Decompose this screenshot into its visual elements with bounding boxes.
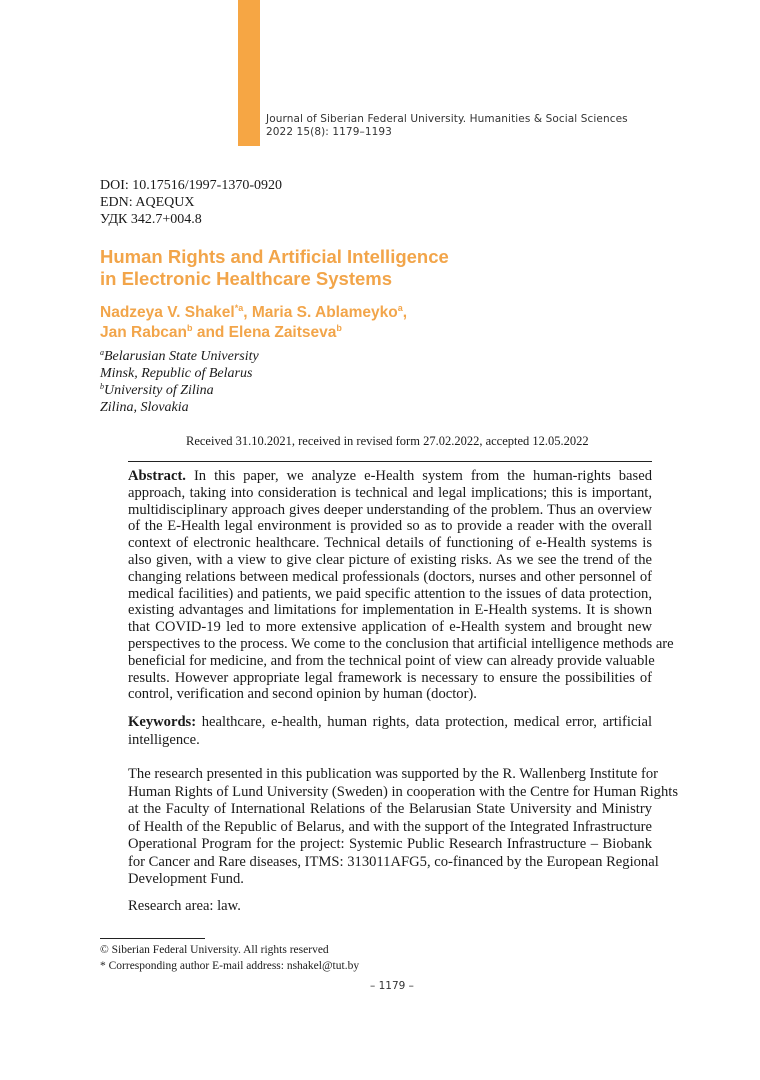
text-line xyxy=(128,485,652,502)
line-text: results. However appropriate legal framework is necessary to ensure the possibilities of xyxy=(128,669,652,686)
research-area: Research area: law. xyxy=(128,898,241,914)
line-text: medical facilities) and patients, we paid specific attention to the issues of data protection, xyxy=(128,585,652,602)
line-text: Human Rights of Lund University (Sweden) in cooperation with the Centre for Human Rights xyxy=(128,783,679,800)
text-line xyxy=(128,602,652,619)
author: and Elena Zaitseva xyxy=(192,324,337,341)
line-text: control, verification and second opinion by human (doctor). xyxy=(128,686,477,703)
line-text: at the Faculty of International Relations of the Belarusian State University and Ministry xyxy=(128,801,652,817)
article-title xyxy=(100,246,449,290)
author-sep: , xyxy=(402,304,408,321)
abstract xyxy=(128,468,674,703)
text-line xyxy=(128,713,652,731)
author-sup: *a xyxy=(234,303,244,313)
authors xyxy=(100,303,407,343)
affiliations xyxy=(100,348,259,416)
line-text: multidisciplinary approach gives deeper understanding of the problem. Thus an overview xyxy=(128,501,652,518)
author-sup: b xyxy=(336,323,342,333)
footnotes xyxy=(100,942,359,974)
text-line xyxy=(128,731,652,749)
line-text: changing relations between medical professionals (doctors, nurses and other personnel of xyxy=(128,568,652,585)
author: Jan Rabcan xyxy=(100,324,188,341)
funding-statement xyxy=(128,766,679,889)
doi: DOI: 10.17516/1997-1370-0920 xyxy=(100,178,282,193)
text-line xyxy=(128,552,652,569)
edn: EDN: AQEQUX xyxy=(100,195,195,210)
text-line xyxy=(128,819,652,837)
line-text: In this paper, we analyze e-Health system from the human-rights based xyxy=(185,468,652,484)
label: Keywords: xyxy=(128,714,197,730)
line-text: context of electronic healthcare. Technical details of functioning of e-Health systems is xyxy=(128,535,652,552)
author-sup: a xyxy=(397,303,403,313)
line-text: perspectives to the process. We come to the conclusion that artificial intelligence methods are xyxy=(128,635,674,652)
divider xyxy=(128,461,652,462)
text-line xyxy=(128,635,674,653)
affil-sup: b xyxy=(100,382,104,391)
line-text: existing advantages and limitations for implementation in E-Health systems. It is shown xyxy=(128,602,652,619)
text-line xyxy=(128,670,652,687)
affil-name: University of Zilina xyxy=(104,383,214,398)
udk: УДК 342.7+004.8 xyxy=(100,212,202,227)
line-text: for Cancer and Rare diseases, ITMS: 313011AFG5, co-financed by the European Regional xyxy=(128,853,659,870)
label: Abstract. xyxy=(128,468,186,484)
line-text: approach, taking into consideration is technical and legal implications; this is important, xyxy=(128,484,652,501)
text-line xyxy=(128,468,652,485)
journal-name: Journal of Siberian Federal University. Humanities & Social Sciences xyxy=(266,113,628,125)
line-text: also given, with a view to give clear picture of existing risks. As we see the trend of the xyxy=(128,551,652,568)
line-text: of the E-Health legal environment is provided so as to provide a reader with the overall xyxy=(128,518,652,535)
received-dates: Received 31.10.2021, received in revised form 27.02.2022, accepted 12.05.2022 xyxy=(186,434,589,448)
line-text: The research presented in this publication was supported by the R. Wallenberg Institute for xyxy=(128,766,659,782)
line-text: beneficial for medicine, and from the technical point of view can already provide valuable xyxy=(128,652,655,669)
page-number: – 1179 – xyxy=(370,980,414,992)
text-line xyxy=(128,535,652,552)
journal-issue: 2022 15(8): 1179–1193 xyxy=(266,126,392,138)
line-text: of Health of the Republic of Belarus, and with the support of the Integrated Infrastructure xyxy=(128,818,652,835)
text-line xyxy=(128,801,652,819)
text-line xyxy=(128,783,679,802)
affil-city: Zilina, Slovakia xyxy=(100,400,189,415)
author: Nadzeya V. Shakel xyxy=(100,304,235,321)
text-line xyxy=(128,619,652,636)
corresponding-author-note: * Corresponding author E-mail address: nshakel@tut.by xyxy=(100,960,360,972)
title-line: Human Rights and Artificial Intelligence xyxy=(100,246,449,267)
title-line: in Electronic Healthcare Systems xyxy=(100,268,393,289)
article-identifiers xyxy=(100,177,282,228)
keywords xyxy=(128,713,652,749)
text-line xyxy=(128,569,652,586)
affil-city: Minsk, Republic of Belarus xyxy=(100,366,253,381)
text-line xyxy=(128,502,652,519)
author-sup: b xyxy=(187,323,193,333)
line-text: intelligence. xyxy=(128,732,200,748)
footnote-divider xyxy=(100,938,205,939)
text-line xyxy=(128,686,652,703)
affil-sup: a xyxy=(100,348,104,357)
line-text: healthcare, e-health, human rights, data protection, medical error, artificial xyxy=(196,714,652,730)
text-line xyxy=(128,652,655,670)
copyright-note: © Siberian Federal University. All rights reserved xyxy=(100,944,329,956)
text-line xyxy=(128,766,659,784)
text-line xyxy=(128,518,652,535)
line-text: that COVID-19 led to more extensive application of e-Health system and brought new xyxy=(128,619,652,636)
text-line xyxy=(128,586,652,603)
line-text: Development Fund. xyxy=(128,871,244,887)
author: , Maria S. Ablameyko xyxy=(243,304,398,321)
text-line xyxy=(128,871,652,889)
line-text: Operational Program for the project: Systemic Public Research Infrastructure – Biobank xyxy=(128,836,652,852)
text-line xyxy=(128,853,659,872)
affil-name: Belarusian State University xyxy=(104,349,259,364)
journal-header xyxy=(266,113,628,139)
text-line xyxy=(128,836,652,854)
journal-accent-bar xyxy=(238,0,260,146)
